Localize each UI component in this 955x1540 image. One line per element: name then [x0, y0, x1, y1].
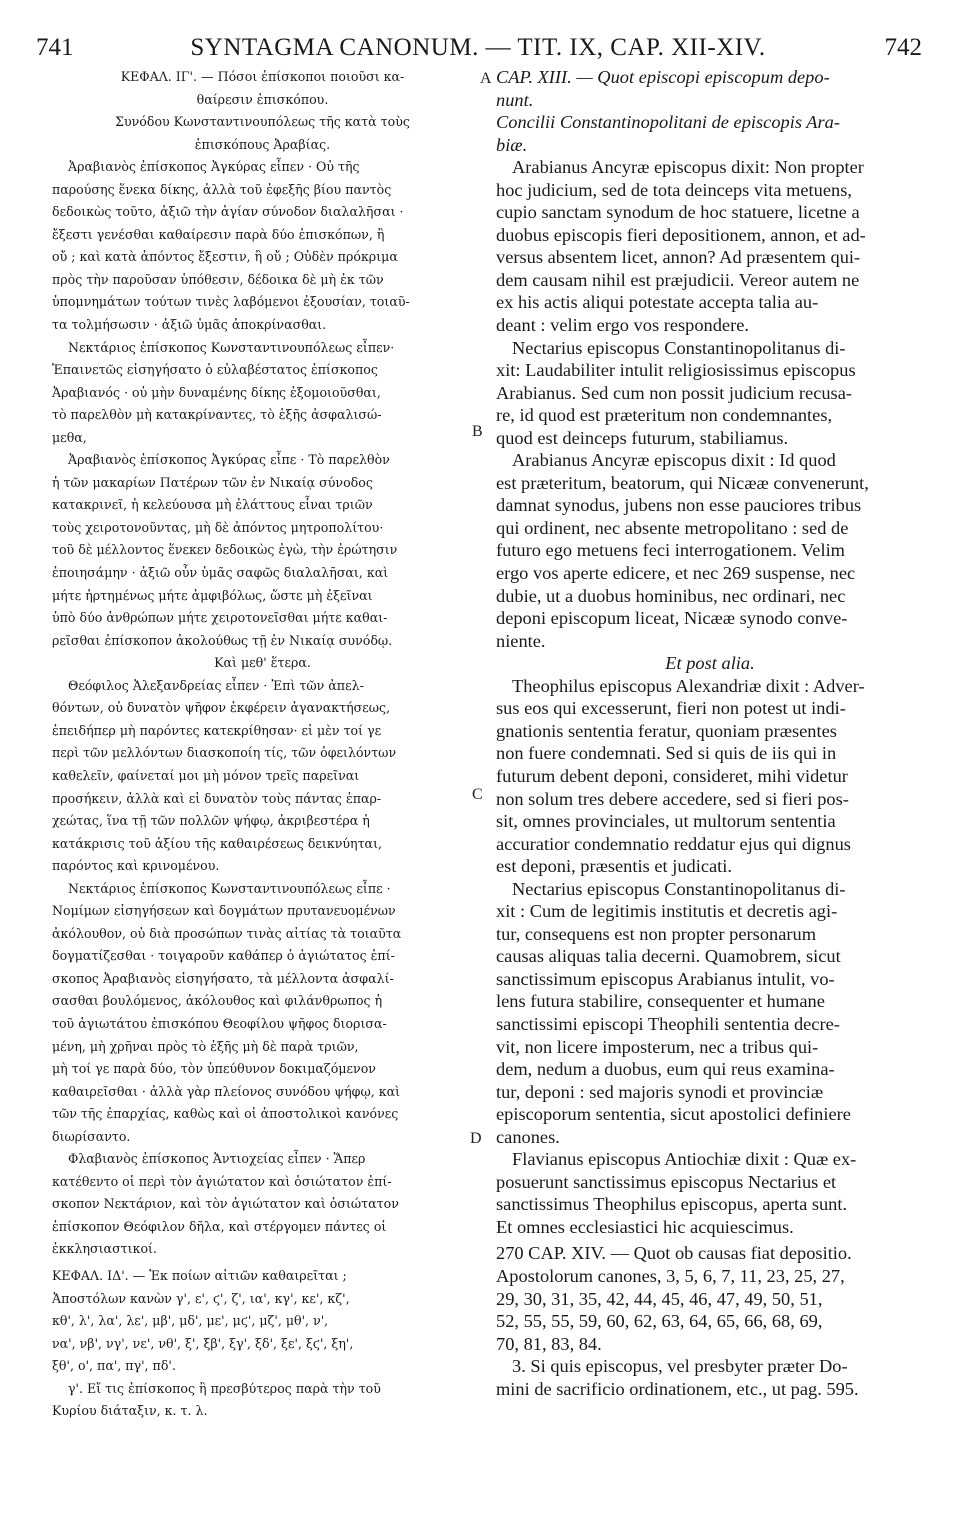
latin-theophilus-speech: Theophilus episcopus Alexandriæ dixit : Adver- sus eos qui excesserunt, fieri non potest ut indi- gnationis sententia feratur, quoniam præsentes non fuere condemnati. Sed si quis de iis qui in futurum debent deponi, consideret, mihi videtur non solum tres debere accedere, sed si fieri pos- sit, omnes provinciales, ut multorum sententia accuratior condemnatio reddatur ejus qui dignus est deponi, præsentis et judicati. — [496, 675, 865, 877]
margin-letter-b: B — [472, 423, 483, 440]
greek-chapter-14-heading: ΚΕΦΑΛ. ΙΔ'. — Ἐκ ποίων αἰτιῶν καθαιρεῖται ; Ἀποστόλων κανὼν γ', ε', ϛ', ζ', ια', κγ', κε', κζ', κθ', λ', λα', λε', μβ', μδ', με', μϛ', μζ', μθ', ν', να', νβ', νγ', νε', νθ', ξ', ξβ', ξγ', ξδ', ξε', ξϛ', ξη', ξθ', ο', πα', πγ', πδ'. — [52, 1267, 354, 1374]
running-header — [34, 34, 922, 68]
greek-et-post-alia: Καὶ μεθ' ἕτερα. — [214, 655, 311, 671]
page-number-right: 742 — [884, 34, 922, 61]
latin-column — [496, 66, 924, 1400]
latin-et-post-alia: Et post alia. — [665, 653, 755, 674]
latin-arabianus-question: Arabianus Ancyræ episcopus dixit: Non propter hoc judicium, sed de tota deinceps vita metuens, cupio sanctam synodum de hoc statuere, licetne a duobus episcopis fieri depositionem, annon, et ad- versus absentem licet, annon? Ad præsentem qui- dem causam nihil est præjudicii. Vereor autem ne ex his actis aliqui potestate accepta talia au- deant : velim ergo vos respondere. — [496, 157, 866, 336]
greek-council-heading: Συνόδου Κωνσταντινουπόλεως τῆς κατὰ τοὺς ἐπισκόπους Ἀραβίας. — [115, 114, 410, 152]
latin-canon-3: 3. Si quis episcopus, vel presbyter præter Do- mini de sacrificio ordinationem, etc., ut pag. 595. — [496, 1356, 859, 1399]
latin-nectarius-speech: Nectarius episcopus Constantinopolitanus di- xit : Cum de legitimis institutis et decretis agi- tur, consequens est non propter personarum causas aliquas talia decerni. Quamobrem, sicut sanctissimum episcopus Arabianus intulit, vo- lens futura stabilire, consequenter et humane sanctissimi episcopi Theophili sententia decre- vit, non licere imposterum, nec a tribus qui- dem, nedum a duobus, eum qui reus examina- tur, deponi : sed majoris synodi et provinciæ episcoporum sententia, sicut apostolici definiere canones. — [496, 878, 851, 1147]
latin-flavianus-speech: Flavianus episcopus Antiochiæ dixit : Quæ ex- posuerunt sanctissimus episcopus Nectarius et sanctissimus Theophilus episcopus, aperta sunt. Et omnes ecclesiastici hic acquiescimus. — [496, 1149, 857, 1237]
margin-letter-c: C — [472, 786, 483, 803]
margin-letter-a: A — [480, 70, 492, 87]
greek-arabianus-question: Ἀραβιανὸς ἐπίσκοπος Ἀγκύρας εἶπεν · Οὐ τῆς παρούσης ἕνεκα δίκης, ἀλλὰ τοῦ ἐφεξῆς βίου παντὸς δεδοικὼς τοῦτο, ἀξιῶ τὴν ἁγίαν σύνοδον διαλαλῆσαι · ἔξεστι γενέσθαι καθαίρεσιν παρὰ δύο ἐπισκόπων, ἢ οὔ ; καὶ κατὰ ἀπόντος ἔξεστιν, ἢ οὔ ; Οὐδὲν πρόκριμα πρὸς τὴν παροῦσαν ὑπόθεσιν, δέδοικα δὲ μὴ ἐκ τῶν ὑπομνημάτων τούτων τινὲς λαβόμενοι ἐξουσίαν, τοιαῦ- τα τολμήσωσιν · ἀξιῶ ὑμᾶς ἀποκρίνασθαι. — [52, 159, 410, 333]
greek-theophilus-speech: Θεόφιλος Ἀλεξανδρείας εἶπεν · Ἐπὶ τῶν ἀπελ- θόντων, οὐ δυνατὸν ψῆφον ἐκφέρειν ἀγανακτήσεως, ἐπειδήπερ μὴ παρόντες κατεκρίθησαν· εἰ μὲν τοί γε περὶ τῶν μελλόντων διασκοποίη τίς, τῶν ὀφειλόντων καθελεῖν, φαίνεταί μοι μὴ μόνον τρεῖς παρεῖναι προσήκειν, ἀλλὰ καὶ εἰ δυνατὸν τοὺς πάντας ἐπαρ- χεώτας, ἵνα τῇ τῶν πολλῶν ψήφῳ, ἀκριβεστέρα ἡ κατάκρισις τοῦ ἀξίου τῆς καθαιρέσεως δεικνύηται, παρόντος καὶ κρινομένου. — [52, 677, 397, 874]
greek-column — [52, 66, 473, 1423]
running-title: SYNTAGMA CANONUM. — TIT. IX, CAP. XII-XIV. — [190, 34, 766, 61]
greek-nectarius-reply: Νεκτάριος ἐπίσκοπος Κωνσταντινουπόλεως εἶπεν· Ἐπαινετῶς εἰσηγήσατο ὁ εὐλαβέστατος ἐπίσκοπος Ἀραβιανός · οὐ μὴν δυναμένης δίκης ἐξομοιοῦσθαι, τὸ παρελθὸν μὴ κατακρίναντες, τὸ ἑξῆς ἀσφαλισώ- μεθα, — [52, 339, 395, 445]
greek-nectarius-speech: Νεκτάριος ἐπίσκοπος Κωνσταντινουπόλεως εἶπε · Νομίμων εἰσηγήσεων καὶ δογμάτων πρυτανευομένων ἀκόλουθον, οὐ διὰ προσώπων τινὰς αἰτίας τὰ τοιαῦτα δογματίζεσθαι · τοιγαροῦν καθάπερ ὁ ἁγιώτατος ἐπί- σκοπος Ἀραβιανὸς εἰσηγήσατο, τὰ μέλλοντα ἀσφαλί- σασθαι βουλόμενος, ἀκόλουθος καὶ φιλάνθρωπος ἡ τοῦ ἁγιωτάτου ἐπισκόπου Θεοφίλου ψῆφος διορισα- μένη, μὴ χρῆναι πρὸς τὸ ἑξῆς μὴ δὲ παρὰ τριῶν, μὴ τοί γε παρὰ δύο, τὸν ὑπεύθυνον δοκιμαζόμενον καθαιρεῖσθαι · ἀλλὰ γὰρ πλείονος συνόδου ψήφῳ, καὶ τῶν τῆς ἐπαρχίας, καθὼς καὶ οἱ ἀποστολικοὶ κανόνες διωρίσαντο. — [52, 880, 402, 1144]
latin-chapter-14-heading: 270 CAP. XIV. — Quot ob causas fiat depositio. Apostolorum canones, 3, 5, 6, 7, 11, 23, 25, 27, 29, 30, 31, 35, 42, 44, 45, 46, 47, 49, 50, 51, 52, 55, 55, 59, 60, 62, 63, 64, 65, 66, 68, 69, 70, 81, 83, 84. — [496, 1243, 852, 1354]
greek-arabianus-reply: Ἀραβιανὸς ἐπίσκοπος Ἀγκύρας εἶπε · Τὸ παρελθὸν ἡ τῶν μακαρίων Πατέρων τῶν ἐν Νικαίᾳ σύνοδος κατακρινεῖ, ἡ κελεύουσα μὴ ἐλάττους εἶναι τριῶν τοὺς χειροτονοῦντας, μὴ δὲ ἀπόντος μητροπολίτου· τοῦ δὲ μέλλοντος ἕνεκεν δεδοικὼς ἐγὼ, τὴν ἐρώτησιν ἐποιησάμην · ἀξιῶ οὖν ὑμᾶς σαφῶς διαλαλῆσαι, καὶ μήτε ἠρτημένως μήτε ἀμφιβόλως, ὥστε μὴ ἐξεῖναι ὑπὸ δύο ἀνθρώπων μήτε χειροτονεῖσθαι μήτε καθαι- ρεῖσθαι ἐπίσκοπον ἀκολούθως τῇ ἐν Νικαίᾳ συνόδῳ. — [52, 452, 398, 648]
latin-arabianus-reply: Arabianus Ancyræ episcopus dixit : Id quod est præteritum, beatorum, qui Nicææ convenerunt, damnat synodus, jubens non esse pauciores tribus qui ordinent, nec absente metropolitano : sed de futuro ego metuens feci interrogationem. Velim ergo vos aperte edicere, et nec 269 suspense, nec dubie, ut a duobus hominibus, nec ordinari, nec deponi episcopum liceat, Nicææ synodo conve- niente. — [496, 450, 869, 651]
greek-canon-3: γ'. Εἴ τις ἐπίσκοπος ἢ πρεσβύτερος παρὰ τὴν τοῦ Κυρίου διάταξιν, κ. τ. λ. — [52, 1380, 381, 1419]
greek-chapter-13-heading: ΚΕΦΑΛ. ΙΓ'. — Πόσοι ἐπίσκοποι ποιοῦσι κα- θαίρεσιν ἐπισκόπου. — [120, 69, 405, 107]
margin-letter-d: D — [470, 1130, 482, 1147]
page-number-left: 741 — [36, 34, 74, 61]
latin-council-heading: Concilii Constantinopolitani de episcopis Ara- biæ. — [496, 112, 840, 155]
latin-nectarius-reply: Nectarius episcopus Constantinopolitanus di- xit: Laudabiliter intulit religiosissimus episcopus Arabianus. Sed cum non possit judicium recusa- re, id quod est præteritum non condemnantes, quod est deinceps futurum, stabiliamus. — [496, 337, 856, 448]
latin-chapter-13-heading: CAP. XIII. — Quot episcopi episcopum depo- nunt. — [496, 67, 830, 110]
greek-flavianus-speech: Φλαβιανὸς ἐπίσκοπος Ἀντιοχείας εἶπεν · Ἅπερ κατέθεντο οἱ περὶ τὸν ἁγιώτατον καὶ ὁσιώτατον ἐπί- σκοπον Νεκτάριον, καὶ τὸν ἁγιώτατον καὶ ὁσιώτατον ἐπίσκοπον Θεόφιλον δῆλα, καὶ στέργομεν πάντες οἱ ἐκκλησιαστικοί. — [52, 1151, 399, 1257]
